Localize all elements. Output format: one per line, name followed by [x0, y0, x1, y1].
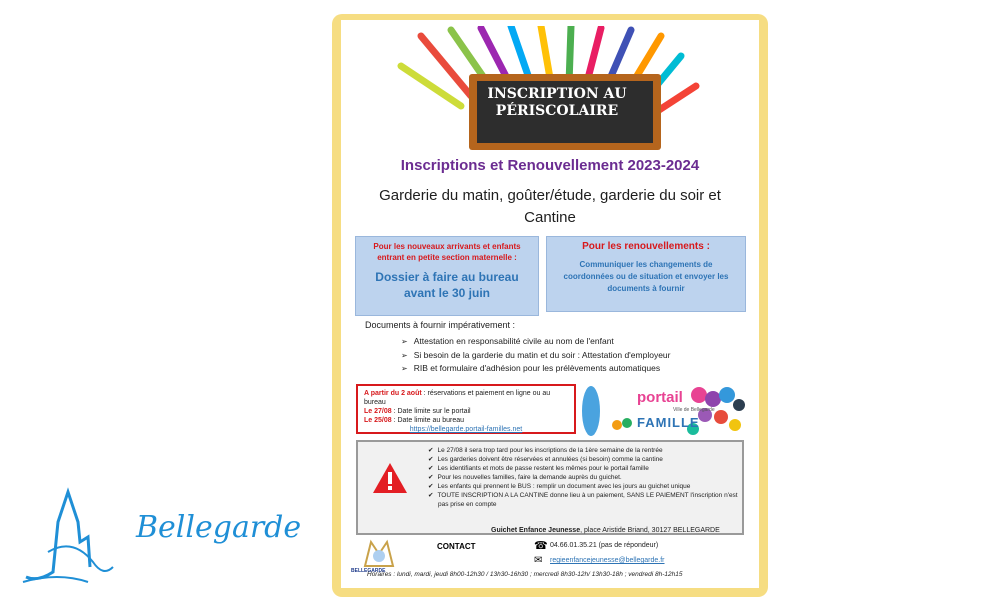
date-1-text: : réservations et paiement en ligne ou au bureau: [364, 390, 551, 406]
date-3-label: Le 25/08: [364, 417, 392, 424]
contact-label: CONTACT: [437, 542, 476, 551]
page-title: Inscriptions et Renouvellement 2023-2024: [400, 157, 700, 174]
new-families-intro: Pour les nouveaux arrivants et enfants entrant en petite section maternelle :: [373, 242, 521, 262]
banner-line-2: PÉRISCOLAIRE: [495, 103, 619, 119]
poster-sheet: [341, 20, 759, 588]
warning-item: ✔ TOUTE INSCRIPTION A LA CANTINE donne lieu à un paiement, SANS LE PAIEMENT l'inscription n'est pas prise en compte: [428, 491, 738, 509]
banner-line-1: INSCRIPTION AU: [487, 86, 627, 102]
opening-hours: Horaires : lundi, mardi, jeudi 8h00-12h30 / 13h30-16h30 ; mercredi 8h30-12h/ 13h30-18h ; vendredi 8h-12h15: [367, 571, 683, 578]
document-item: ➢ Si besoin de la garderie du matin et du soir : Attestation d'employeur: [401, 349, 670, 363]
new-families-deadline: Dossier à faire au bureau avant le 30 juin: [375, 270, 519, 300]
portail-word: portail: [637, 389, 683, 406]
warnings-box: [356, 440, 744, 535]
warning-item: ✔ Les enfants qui prennent le BUS : remplir un document avec les jours au guichet unique: [428, 482, 738, 491]
date-3-text: : Date limite au bureau: [391, 417, 465, 424]
phone-icon: ☎: [534, 540, 548, 552]
document-item: ➢ Attestation en responsabilité civile au nom de l'enfant: [401, 335, 670, 349]
document-item: ➢ RIB et formulaire d'adhésion pour les prélèvements automatiques: [401, 362, 670, 376]
warnings-list: [428, 446, 738, 509]
date-2-label: Le 27/08: [364, 408, 392, 415]
date-1-label: A partir du 2 août: [364, 390, 422, 397]
email-link[interactable]: regieenfancejeunesse@bellegarde.fr: [550, 557, 665, 564]
documents-list: [401, 335, 670, 376]
portal-link[interactable]: https://bellegarde.portail-familles.net: [409, 426, 523, 433]
footer-logo-text: BELLEGARDE: [351, 568, 386, 574]
page-subtitle: Garderie du matin, goûter/étude, garderie du soir et Cantine: [379, 187, 721, 226]
renewals-heading: Pour les renouvellements :: [582, 241, 710, 252]
date-2-text: : Date limite sur le portail: [391, 408, 471, 415]
bellegarde-side-logo: [18, 482, 302, 587]
guichet-name: Guichet Enfance Jeunesse: [491, 527, 581, 534]
warning-item: ✔ Le 27/08 il sera trop tard pour les inscriptions de la 1ère semaine de la rentrée: [428, 446, 738, 455]
warning-item: ✔ Pour les nouvelles familles, faire la demande auprès du guichet.: [428, 473, 738, 482]
warning-item: ✔ Les garderies doivent être réservées et annulées (si besoin) comme la cantine: [428, 455, 738, 464]
renewals-box: [546, 236, 746, 312]
guichet-address: [491, 527, 720, 534]
famille-word: FAMILLE: [637, 415, 700, 430]
warning-item: ✔ Les identifiants et mots de passe restent les mêmes pour le portail famille: [428, 464, 738, 473]
dates-box: [356, 384, 576, 434]
renewals-text: Communiquer les changements de coordonnées ou de situation et envoyer les documents à fournir: [563, 260, 729, 293]
documents-heading: Documents à fournir impérativement :: [365, 320, 516, 330]
guichet-place: , place Aristide Briand, 30127 BELLEGARDE: [580, 527, 720, 534]
banner-text: [469, 86, 645, 120]
bellegarde-wordmark: Bellegarde: [136, 510, 302, 545]
new-families-box: [355, 236, 539, 316]
portail-famille-logo: [581, 385, 746, 437]
email-icon: ✉: [534, 555, 543, 566]
warning-icon: [372, 462, 408, 494]
phone-number: 04.66.01.35.21 (pas de répondeur): [550, 542, 659, 549]
portal-tag: Ville de Bellegarde: [673, 407, 715, 413]
